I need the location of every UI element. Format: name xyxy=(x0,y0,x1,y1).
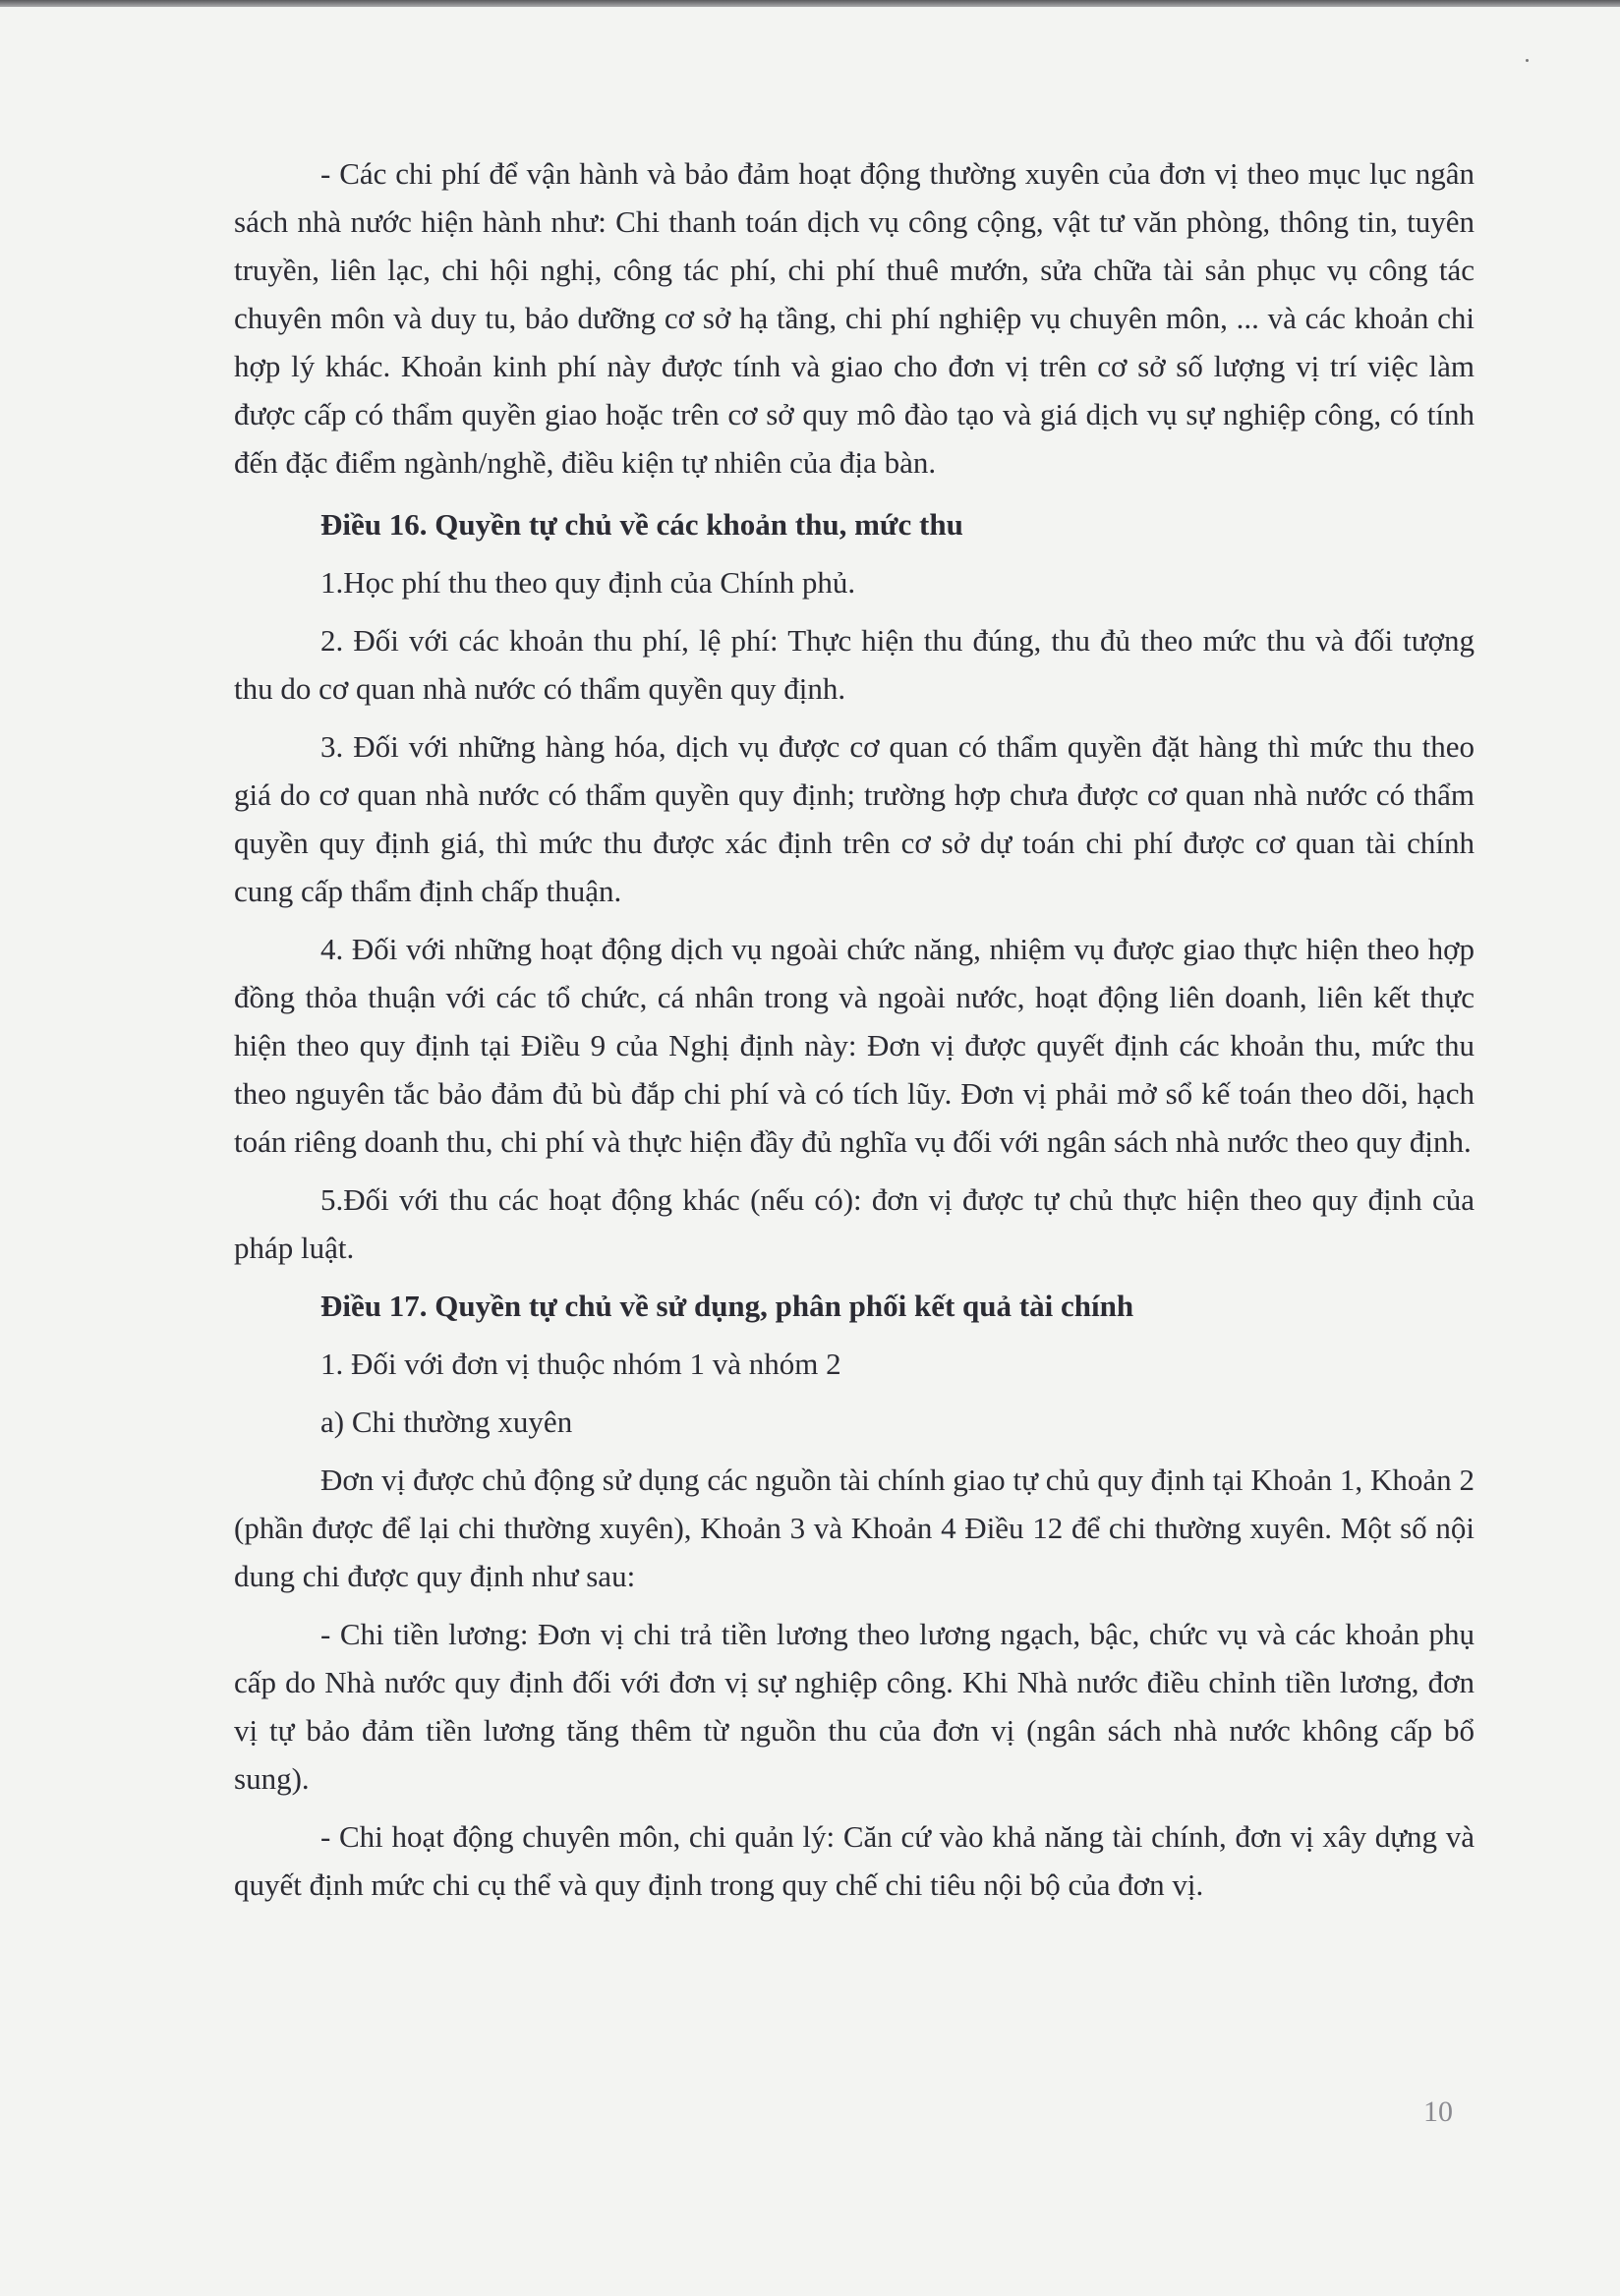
article-17-title: Điều 17. Quyền tự chủ về sử dụng, phân phối kết quả tài chính xyxy=(320,1289,1134,1323)
article-16-item-1: 1.Học phí thu theo quy định của Chính phủ. xyxy=(320,565,856,600)
paragraph-operating-costs: - Các chi phí để vận hành và bảo đảm hoạt động thường xuyên của đơn vị theo mục lục ngân sách nhà nước hiện hành như: Chi thanh toán dịch vụ công cộng, vật tư văn phòng, thông tin, tuyên truyền, liên lạc, chi hội nghị, công tác phí, chi phí thuê mướn, sửa chữa tài sản phục vụ công tác chuyên môn và duy tu, bảo dưỡng cơ sở hạ tầng, chi phí nghiệp vụ chuyên môn, ... và các khoản chi hợp lý khác. Khoản kinh phí này được tính và giao cho đơn vị trên cơ sở số lượng vị trí việc làm được cấp có thẩm quyền giao hoặc trên cơ sở quy mô đào tạo và giá dịch vụ sự nghiệp công, có tính đến đặc điểm ngành/nghề, điều kiện tự nhiên của địa bàn. xyxy=(234,156,1475,480)
scan-top-edge xyxy=(0,0,1620,7)
article-16-item-2: 2. Đối với các khoản thu phí, lệ phí: Thực hiện thu đúng, thu đủ theo mức thu và đối tượng thu do cơ quan nhà nước có thẩm quyền quy định. xyxy=(234,623,1475,706)
document-page xyxy=(234,149,1475,1909)
article-17-operations: - Chi hoạt động chuyên môn, chi quản lý: Căn cứ vào khả năng tài chính, đơn vị xây dựng và quyết định mức chi cụ thể và quy định trong quy chế chi tiêu nội bộ của đơn vị. xyxy=(234,1819,1475,1902)
scan-speck xyxy=(1526,59,1529,62)
page-number: 10 xyxy=(1423,2095,1453,2128)
article-16-item-5: 5.Đối với thu các hoạt động khác (nếu có): đơn vị được tự chủ thực hiện theo quy định của pháp luật. xyxy=(234,1182,1475,1265)
article-17-clause-1: 1. Đối với đơn vị thuộc nhóm 1 và nhóm 2 xyxy=(320,1347,841,1381)
article-16-title: Điều 16. Quyền tự chủ về các khoản thu, mức thu xyxy=(320,507,963,542)
article-16-item-4: 4. Đối với những hoạt động dịch vụ ngoài chức năng, nhiệm vụ được giao thực hiện theo hợp đồng thỏa thuận với các tổ chức, cá nhân trong và ngoài nước, hoạt động liên doanh, liên kết thực hiện theo quy định tại Điều 9 của Nghị định này: Đơn vị được quyết định các khoản thu, mức thu theo nguyên tắc bảo đảm đủ bù đắp chi phí và có tích lũy. Đơn vị phải mở sổ kế toán theo dõi, hạch toán riêng doanh thu, chi phí và thực hiện đầy đủ nghĩa vụ đối với ngân sách nhà nước theo quy định. xyxy=(234,932,1475,1159)
article-17-point-a: a) Chi thường xuyên xyxy=(320,1405,573,1439)
article-16-item-3: 3. Đối với những hàng hóa, dịch vụ được cơ quan có thẩm quyền đặt hàng thì mức thu theo giá do cơ quan nhà nước có thẩm quyền quy định; trường hợp chưa được cơ quan nhà nước có thẩm quyền quy định giá, thì mức thu được xác định trên cơ sở dự toán chi phí được cơ quan tài chính cung cấp thẩm định chấp thuận. xyxy=(234,729,1475,908)
article-17-intro: Đơn vị được chủ động sử dụng các nguồn tài chính giao tự chủ quy định tại Khoản 1, Khoản 2 (phần được để lại chi thường xuyên), Khoản 3 và Khoản 4 Điều 12 để chi thường xuyên. Một số nội dung chi được quy định như sau: xyxy=(234,1463,1475,1593)
article-17-salary: - Chi tiền lương: Đơn vị chi trả tiền lương theo lương ngạch, bậc, chức vụ và các khoản phụ cấp do Nhà nước quy định đối với đơn vị sự nghiệp công. Khi Nhà nước điều chỉnh tiền lương, đơn vị tự bảo đảm tiền lương tăng thêm từ nguồn thu của đơn vị (ngân sách nhà nước không cấp bổ sung). xyxy=(234,1617,1475,1796)
